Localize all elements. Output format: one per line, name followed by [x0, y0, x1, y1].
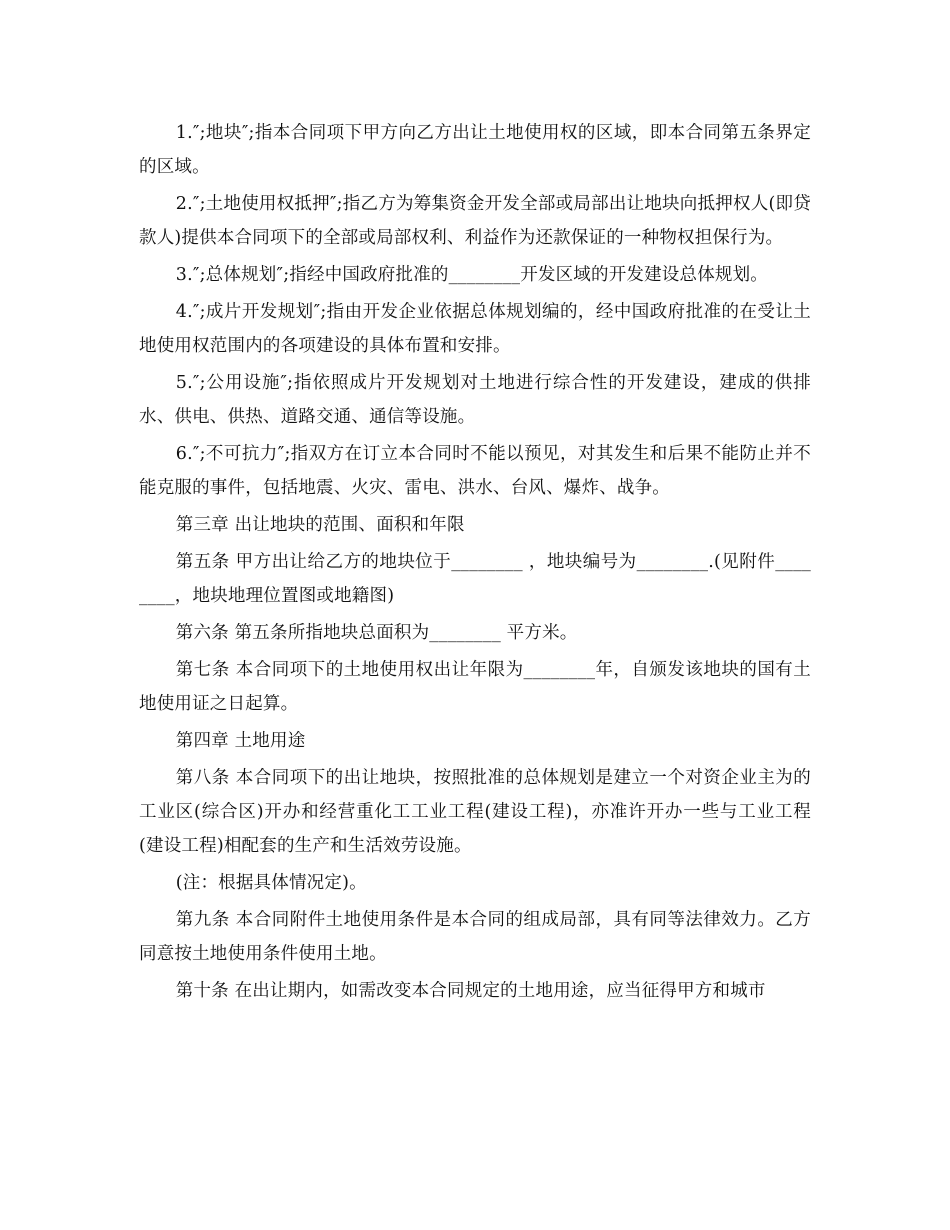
article-nine: 第九条 本合同附件土地使用条件是本合同的组成局部，具有同等法律效力。乙方同意按土地使用条件使用土地。 — [139, 910, 811, 964]
article-five: 第五条 甲方出让给乙方的地块位于________ ，地块编号为________.(见附件________，地块地理位置图或地籍图) — [139, 552, 811, 606]
definition-land-parcel: 1.″;地块″;指本合同项下甲方向乙方出让土地使用权的区域，即本合同第五条界定的区域。 — [139, 123, 811, 177]
definition-force-majeure: 6.″;不可抗力″;指双方在订立本合同时不能以预见，对其发生和后果不能防止并不能克服的事件，包括地震、火灾、雷电、洪水、台风、爆炸、战争。 — [139, 444, 811, 498]
article-six: 第六条 第五条所指地块总面积为________ 平方米。 — [175, 623, 578, 643]
article-ten: 第十条 在出让期内，如需改变本合同规定的土地用途，应当征得甲方和城市 — [175, 981, 766, 1001]
note-paragraph: (注：根据具体情况定)。 — [175, 873, 367, 893]
chapter-three-heading: 第三章 出让地块的范围、面积和年限 — [175, 515, 465, 535]
definition-master-plan: 3.″;总体规划″;指经中国政府批准的________开发区域的开发建设总体规划。 — [175, 265, 769, 285]
article-seven: 第七条 本合同项下的土地使用权出让年限为________年，自颁发该地块的国有土地使用证之日起算。 — [139, 660, 811, 714]
document-body — [139, 116, 811, 1011]
definition-land-mortgage: 2.″;土地使用权抵押″;指乙方为筹集资金开发全部或局部出让地块向抵押权人(即贷款人)提供本合同项下的全部或局部权利、利益作为还款保证的一种物权担保行为。 — [139, 194, 811, 248]
chapter-four-heading: 第四章 土地用途 — [175, 731, 306, 751]
definition-development-plan: 4.″;成片开发规划″;指由开发企业依据总体规划编的，经中国政府批准的在受让土地使用权范围内的各项建设的具体布置和安排。 — [139, 302, 811, 356]
definition-public-facilities: 5.″;公用设施″;指依照成片开发规划对土地进行综合性的开发建设，建成的供排水、供电、供热、道路交通、通信等设施。 — [139, 373, 811, 427]
article-eight: 第八条 本合同项下的出让地块，按照批准的总体规划是建立一个对资企业主为的工业区(综合区)开办和经营重化工工业工程(建设工程)，亦准许开办一些与工业工程(建设工程)相配套的生产和生活效劳设施。 — [139, 768, 811, 856]
